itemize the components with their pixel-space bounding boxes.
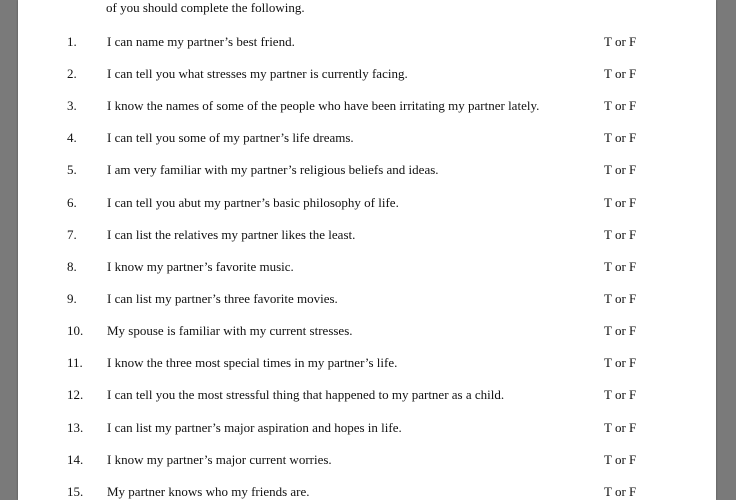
true-false-choice[interactable]: T or F (604, 162, 637, 177)
item-number: 4. (67, 130, 77, 145)
true-false-choice[interactable]: T or F (604, 34, 637, 49)
item-text: I am very familiar with my partner’s religious beliefs and ideas. (107, 162, 439, 177)
item-text: I can list my partner’s major aspiration and hopes in life. (107, 420, 402, 435)
list-item (18, 353, 716, 373)
true-false-choice[interactable]: T or F (604, 484, 637, 499)
item-number: 8. (67, 259, 77, 274)
item-text: I can list the relatives my partner likes the least. (107, 227, 356, 242)
list-item (18, 257, 716, 277)
list-item (18, 96, 716, 116)
item-number: 7. (67, 227, 77, 242)
true-false-choice[interactable]: T or F (604, 259, 637, 274)
list-item (18, 193, 716, 213)
item-text: I can name my partner’s best friend. (107, 34, 295, 49)
item-number: 5. (67, 162, 77, 177)
item-number: 6. (67, 195, 77, 210)
item-number: 2. (67, 66, 77, 81)
true-false-choice[interactable]: T or F (604, 323, 637, 338)
item-number: 12. (67, 387, 84, 402)
list-item (18, 128, 716, 148)
item-text: I can tell you the most stressful thing that happened to my partner as a child. (107, 387, 505, 402)
intro-text (106, 0, 666, 18)
list-item (18, 289, 716, 309)
list-item (18, 418, 716, 438)
list-item (18, 321, 716, 341)
list-item (18, 385, 716, 405)
item-text: I know the names of some of the people who have been irritating my partner lately. (107, 98, 540, 113)
item-number: 11. (67, 355, 83, 370)
item-text: I can tell you abut my partner’s basic philosophy of life. (107, 195, 399, 210)
list-item (18, 160, 716, 180)
item-text: I know my partner’s major current worries. (107, 452, 332, 467)
item-text: I know my partner’s favorite music. (107, 259, 294, 274)
item-text: I can list my partner’s three favorite movies. (107, 291, 338, 306)
item-number: 9. (67, 291, 77, 306)
true-false-choice[interactable]: T or F (604, 195, 637, 210)
list-item (18, 32, 716, 52)
item-text: I can tell you some of my partner’s life dreams. (107, 130, 354, 145)
item-number: 1. (67, 34, 77, 49)
true-false-choice[interactable]: T or F (604, 227, 637, 242)
true-false-choice[interactable]: T or F (604, 98, 637, 113)
item-number: 14. (67, 452, 84, 467)
true-false-choice[interactable]: T or F (604, 66, 637, 81)
item-number: 3. (67, 98, 77, 113)
true-false-choice[interactable]: T or F (604, 291, 637, 306)
item-number: 15. (67, 484, 84, 499)
true-false-choice[interactable]: T or F (604, 387, 637, 402)
true-false-choice[interactable]: T or F (604, 130, 637, 145)
intro-line: of you should complete the following. (106, 0, 305, 15)
item-number: 10. (67, 323, 84, 338)
item-text: My spouse is familiar with my current stresses. (107, 323, 353, 338)
list-item (18, 225, 716, 245)
item-text: I know the three most special times in my partner’s life. (107, 355, 398, 370)
item-number: 13. (67, 420, 84, 435)
true-false-choice[interactable]: T or F (604, 355, 637, 370)
list-item (18, 450, 716, 470)
list-item (18, 64, 716, 84)
true-false-choice[interactable]: T or F (604, 452, 637, 467)
item-text: My partner knows who my friends are. (107, 484, 310, 499)
document-page (18, 0, 716, 500)
list-item (18, 482, 716, 500)
true-false-choice[interactable]: T or F (604, 420, 637, 435)
item-text: I can tell you what stresses my partner is currently facing. (107, 66, 408, 81)
